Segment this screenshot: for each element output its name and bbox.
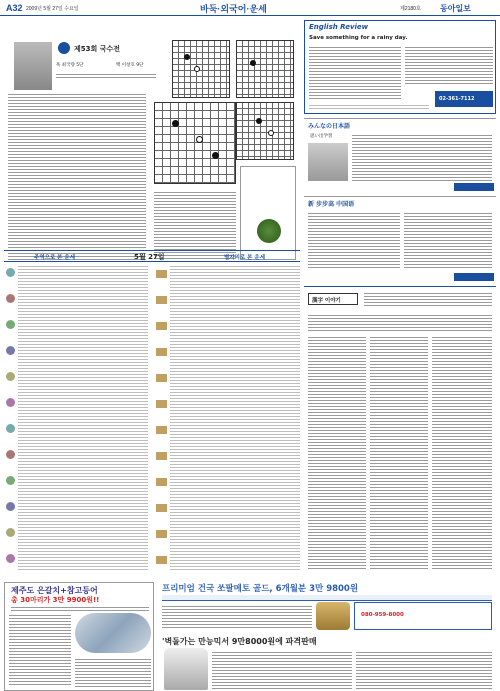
star-sign-icon [156,400,167,408]
player-label-black: 흑 최국량 5단 [56,63,84,68]
saw-palmetto-body [162,604,312,630]
hanja-title: 漢字 이야기 [312,298,341,304]
stone-icon [250,60,256,66]
saw-palmetto-headline: 프리미엄 건국 쏘팔메토 골드, 6개월분 3만 9800원 [162,584,359,594]
fish-ad-headline-1: 제주도 은갈치+참고등어 [11,586,98,595]
chinese-body-left [308,211,400,269]
hanja-box [304,286,496,576]
fish-image [75,613,151,653]
star-sign-icon [156,348,167,356]
fish-ad-body-2 [75,657,151,687]
hanja-headline [364,291,492,307]
edition: 제2180호 [400,6,421,12]
zodiac-icon [6,502,15,511]
star-sign-icon [156,296,167,304]
saw-palmetto-phone: 080-959-8000 [361,612,404,618]
zodiac-icon [6,398,15,407]
baduk-logo-icon [58,42,70,54]
hanja-col-1 [308,335,366,571]
zodiac-icon [6,476,15,485]
go-board-main [154,102,236,184]
saw-palmetto-ad[interactable] [160,582,496,632]
stone-icon [194,66,200,72]
english-phone: 02-361-7112 [439,96,475,102]
hanja-col-3 [432,335,492,571]
fortune-text-left [18,264,148,570]
japanese-sub: 思い出学習 [310,134,333,139]
japanese-photo [308,143,348,181]
section-title: 바둑·외국어·운세 [200,4,267,14]
japanese-ad-strip [454,183,494,191]
zodiac-icon [6,424,15,433]
star-sign-icon [156,426,167,434]
english-review-label: English Review [309,23,369,31]
baduk-title: 제53회 국수전 [74,45,120,53]
japanese-label: みんなの日本語 [308,123,351,130]
english-ad-strip [435,91,493,107]
stone-icon [196,136,203,143]
fish-ad-subline [11,605,149,611]
star-sign-icon [156,270,167,278]
zodiac-icon [6,294,15,303]
saw-palmetto-box [354,602,492,630]
chinese-body-right [404,211,492,269]
fish-ad-body [9,613,71,687]
go-board-2 [236,40,294,98]
english-body [309,45,401,99]
saw-palmetto-subline [162,595,492,601]
star-sign-icon [156,452,167,460]
japanese-body [352,133,492,183]
go-board-small [236,102,294,160]
baduk-caption [56,72,156,80]
zodiac-icon [6,346,15,355]
star-sign-icon [156,530,167,538]
zodiac-icon [6,320,15,329]
japanese-box [304,118,496,192]
page-number: A32 [6,3,23,13]
star-sign-icon [156,504,167,512]
hanja-intro [308,313,492,331]
mixer-ad[interactable] [160,636,496,691]
player-photo [14,42,52,90]
mixer-body [212,650,352,690]
hanja-col-2 [370,335,428,571]
fortune-header [4,250,300,262]
stone-icon [212,152,219,159]
fortune-left-title: 주역으로 본 운세 [34,255,76,261]
go-board-1 [172,40,230,98]
star-sign-icon [156,478,167,486]
english-review-box [304,20,496,114]
fish-ad[interactable] [4,582,154,691]
chinese-ad-strip [454,273,494,281]
fortune-right-list [154,264,300,572]
zodiac-icon [6,372,15,381]
mixer-headline: '벽돌가는 만능믹서 9만8000원에 파격판매 [162,637,317,646]
fortune-left-list [4,264,148,572]
stone-icon [172,120,179,127]
english-body-2 [405,45,493,85]
star-sign-icon [156,556,167,564]
stone-icon [256,118,262,124]
zodiac-icon [6,554,15,563]
zodiac-icon [6,268,15,277]
chinese-box [304,196,496,282]
fortune-right-title: 별자리로 본 운세 [224,255,266,261]
stone-icon [268,130,274,136]
zodiac-icon [6,450,15,459]
fortune-text-right [170,264,300,570]
mixer-image [164,648,208,690]
english-review-headline: Save something for a rainy day. [309,35,408,41]
stone-icon [184,54,190,60]
saw-palmetto-bottle [316,602,350,630]
star-sign-icon [156,322,167,330]
player-label-white: 백 이창호 9단 [116,63,144,68]
star-sign-icon [156,374,167,382]
baduk-ad-box [240,166,296,260]
zodiac-icon [6,528,15,537]
english-footer [309,103,429,111]
ad-logo-icon [257,219,281,243]
mixer-body-2 [356,650,492,690]
fortune-section [4,250,300,580]
fortune-date: 5월 27일 [134,253,165,261]
date-line: 2009년 5월 27일 수요일 [26,6,79,12]
brand-logo: 동아일보 [440,4,471,13]
page-header [0,0,500,16]
fish-ad-headline-2: 총 30마리가 3만 9900원!! [11,596,100,604]
hanja-title-block [308,293,358,305]
chinese-label: 新 步步高 中国语 [308,201,355,208]
baduk-body-text [8,92,146,260]
